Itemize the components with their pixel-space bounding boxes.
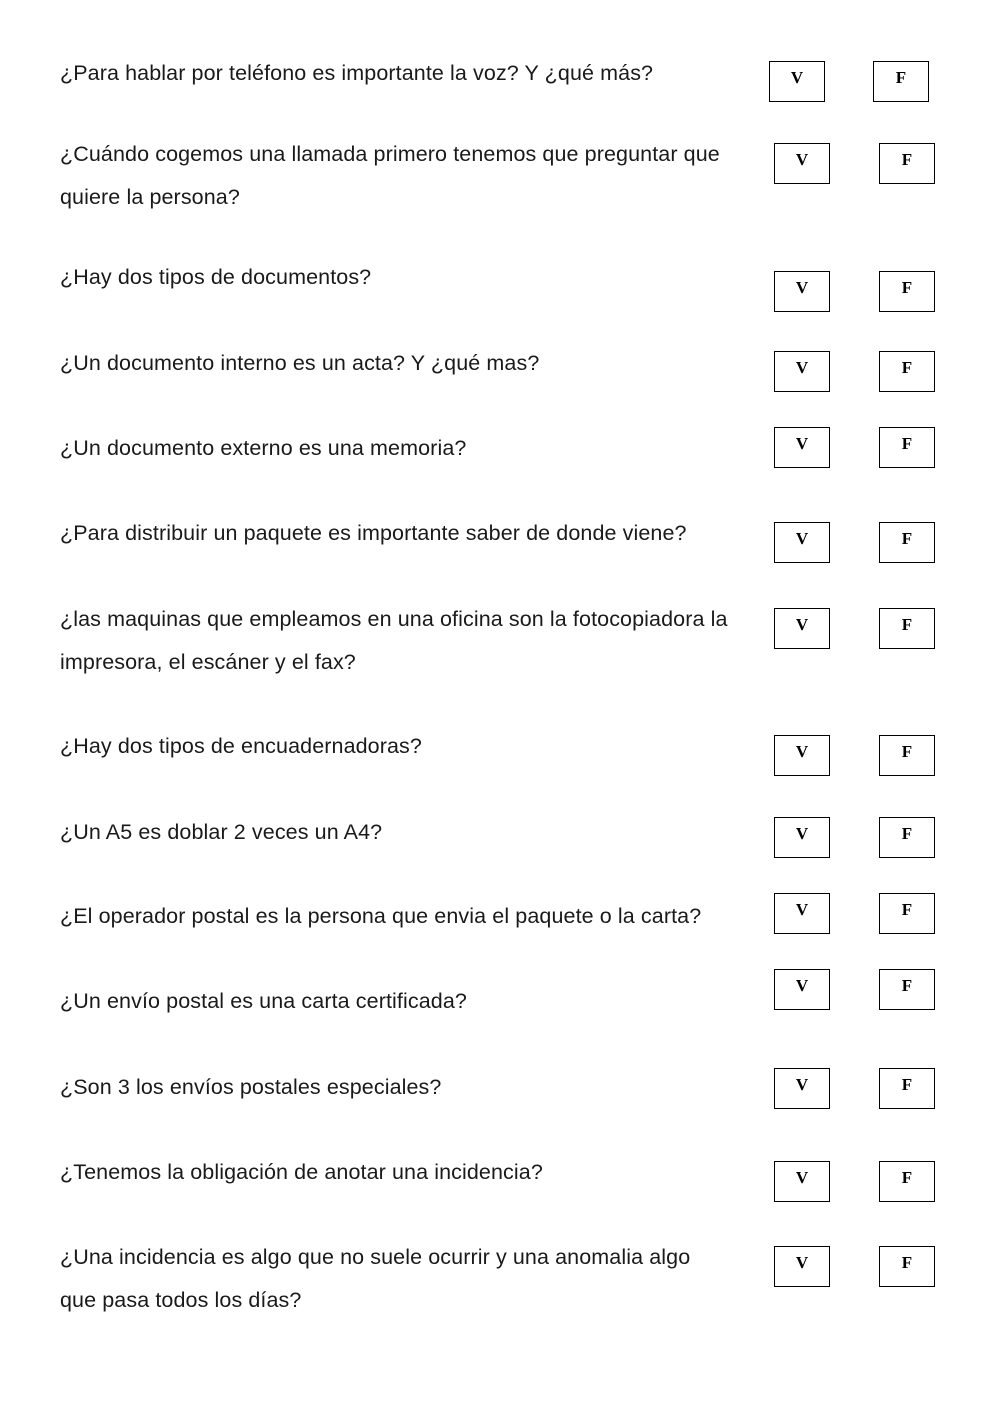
false-answer-box[interactable]: [879, 351, 935, 392]
true-label: V: [795, 150, 809, 169]
true-answer-box[interactable]: [774, 817, 830, 858]
question-text: ¿Para distribuir un paquete es importante saber de donde viene?: [60, 521, 687, 545]
question-text: ¿Hay dos tipos de documentos?: [60, 265, 372, 289]
true-answer-box[interactable]: [774, 143, 830, 184]
true-label: V: [795, 278, 809, 297]
false-label: F: [901, 742, 913, 761]
true-answer-box[interactable]: [774, 351, 830, 392]
false-answer-box[interactable]: [879, 893, 935, 934]
question-text: ¿Cuándo cogemos una llamada primero tenemos que preguntar que quiere la persona?: [60, 142, 720, 209]
false-answer-box[interactable]: [879, 1068, 935, 1109]
question-text: ¿Hay dos tipos de encuadernadoras?: [60, 734, 422, 758]
true-answer-box[interactable]: [774, 608, 830, 649]
false-answer-box[interactable]: [879, 271, 935, 312]
false-answer-box[interactable]: [873, 61, 929, 102]
question-text: ¿Para hablar por teléfono es importante la voz? Y ¿qué más?: [60, 61, 654, 85]
false-label: F: [901, 529, 913, 548]
false-answer-box[interactable]: [879, 1246, 935, 1287]
true-answer-box[interactable]: [774, 1246, 830, 1287]
false-answer-box[interactable]: [879, 427, 935, 468]
true-answer-box[interactable]: [774, 427, 830, 468]
true-answer-box[interactable]: [774, 735, 830, 776]
question-text: ¿Un documento interno es un acta? Y ¿qué mas?: [60, 351, 540, 375]
false-label: F: [901, 278, 913, 297]
question-text: ¿Un documento externo es una memoria?: [60, 436, 467, 460]
true-label: V: [795, 742, 809, 761]
false-answer-box[interactable]: [879, 817, 935, 858]
false-label: F: [901, 824, 913, 843]
true-answer-box[interactable]: [774, 969, 830, 1010]
true-label: V: [795, 976, 809, 995]
false-answer-box[interactable]: [879, 143, 935, 184]
true-answer-box[interactable]: [774, 1161, 830, 1202]
false-label: F: [901, 1075, 913, 1094]
false-label: F: [901, 434, 913, 453]
true-answer-box[interactable]: [774, 893, 830, 934]
question-text: ¿Un envío postal es una carta certificada?: [60, 989, 467, 1013]
question-text: ¿Son 3 los envíos postales especiales?: [60, 1075, 442, 1099]
question-text: ¿Tenemos la obligación de anotar una incidencia?: [60, 1160, 543, 1184]
false-answer-box[interactable]: [879, 608, 935, 649]
true-label: V: [795, 434, 809, 453]
true-label: V: [795, 824, 809, 843]
question-text: ¿Un A5 es doblar 2 veces un A4?: [60, 820, 383, 844]
false-label: F: [901, 1168, 913, 1187]
question-text: ¿Una incidencia es algo que no suele ocurrir y una anomalia algo que pasa todos los días?: [60, 1245, 691, 1312]
question-text: ¿las maquinas que empleamos en una oficina son la fotocopiadora la impresora, el escáner y el fax?: [60, 607, 728, 674]
true-label: V: [795, 1168, 809, 1187]
false-label: F: [901, 976, 913, 995]
false-answer-box[interactable]: [879, 735, 935, 776]
question-text: ¿El operador postal es la persona que envia el paquete o la carta?: [60, 904, 702, 928]
true-answer-box[interactable]: [774, 271, 830, 312]
true-label: V: [795, 529, 809, 548]
false-label: F: [901, 900, 913, 919]
false-label: F: [901, 1253, 913, 1272]
false-label: F: [895, 68, 907, 87]
false-answer-box[interactable]: [879, 969, 935, 1010]
true-label: V: [795, 900, 809, 919]
true-answer-box[interactable]: [774, 1068, 830, 1109]
true-label: V: [795, 358, 809, 377]
false-answer-box[interactable]: [879, 1161, 935, 1202]
false-label: F: [901, 615, 913, 634]
true-label: V: [790, 68, 804, 87]
true-label: V: [795, 615, 809, 634]
true-answer-box[interactable]: [774, 522, 830, 563]
true-answer-box[interactable]: [769, 61, 825, 102]
false-answer-box[interactable]: [879, 522, 935, 563]
true-label: V: [795, 1253, 809, 1272]
true-label: V: [795, 1075, 809, 1094]
false-label: F: [901, 150, 913, 169]
false-label: F: [901, 358, 913, 377]
